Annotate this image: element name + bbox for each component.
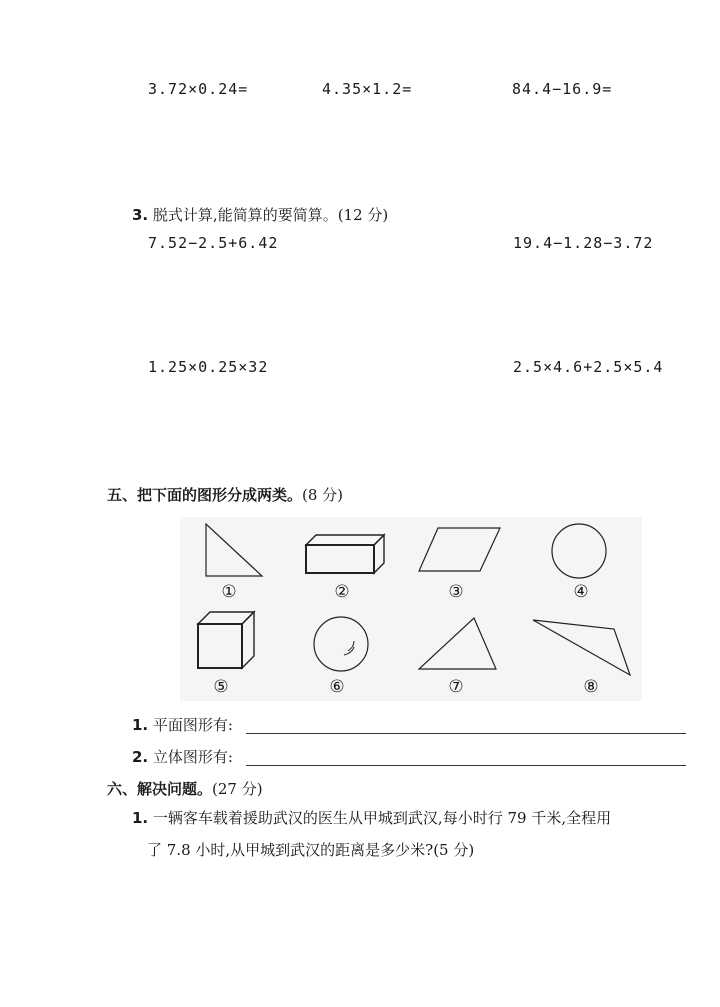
question-title: 脱式计算,能简算的要简算。 <box>152 206 338 224</box>
step-problem-1: 7.52−2.5+6.42 <box>148 234 279 252</box>
figure-label-8: ⑧ <box>583 677 599 697</box>
answer-solid-figures <box>132 746 233 767</box>
problem-text: 一辆客车载着援助武汉的医生从甲城到武汉,每小时行 79 千米,全程用 <box>152 809 612 827</box>
figure-label-4: ④ <box>573 582 589 602</box>
step-problem-4: 2.5×4.6+2.5×5.4 <box>513 358 664 376</box>
calc-problem-1: 3.72×0.24= <box>148 80 249 98</box>
answer-label: 立体图形有: <box>152 748 233 766</box>
question-points: (12 分) <box>337 206 389 224</box>
figure-label-2: ② <box>334 582 350 602</box>
answer-plane-figures <box>132 714 233 735</box>
answer-number: 1. <box>132 716 149 734</box>
cube-icon <box>196 610 258 672</box>
cuboid-icon <box>304 533 386 575</box>
answer-line-solid[interactable] <box>246 765 686 766</box>
calc-problem-2: 4.35×1.2= <box>322 80 413 98</box>
figure-label-5: ⑤ <box>213 677 229 697</box>
problem-1-line-2: 了 7.8 小时,从甲城到武汉的距离是多少米?(5 分) <box>147 841 475 859</box>
figure-label-7: ⑦ <box>448 677 464 697</box>
obtuse-triangle-icon <box>532 619 632 677</box>
problem-number: 1. <box>132 809 149 827</box>
acute-triangle-icon <box>418 617 498 671</box>
circle-icon <box>550 522 608 580</box>
step-problem-2: 19.4−1.28−3.72 <box>513 234 654 252</box>
question-number: 3. <box>132 206 149 224</box>
figure-label-3: ③ <box>448 582 464 602</box>
right-triangle-icon <box>205 522 265 578</box>
step-problem-3: 1.25×0.25×32 <box>148 358 269 376</box>
section-title: 五、把下面的图形分成两类。 <box>107 486 303 504</box>
problem-1-line-1 <box>132 803 611 833</box>
answer-line-plane[interactable] <box>246 733 686 734</box>
answer-label: 平面图形有: <box>152 716 233 734</box>
parallelogram-icon <box>418 527 502 573</box>
section-points: (27 分) <box>212 780 263 798</box>
section-title: 六、解决问题。 <box>107 780 213 798</box>
calc-problem-3: 84.4−16.9= <box>512 80 613 98</box>
figure-label-6: ⑥ <box>329 677 345 697</box>
answer-number: 2. <box>132 748 149 766</box>
section-points: (8 分) <box>302 486 344 504</box>
sphere-icon <box>312 615 370 673</box>
question-3-heading <box>132 204 388 225</box>
figure-label-1: ① <box>221 582 237 602</box>
section-5-heading <box>107 484 343 505</box>
section-6-heading <box>107 778 263 799</box>
